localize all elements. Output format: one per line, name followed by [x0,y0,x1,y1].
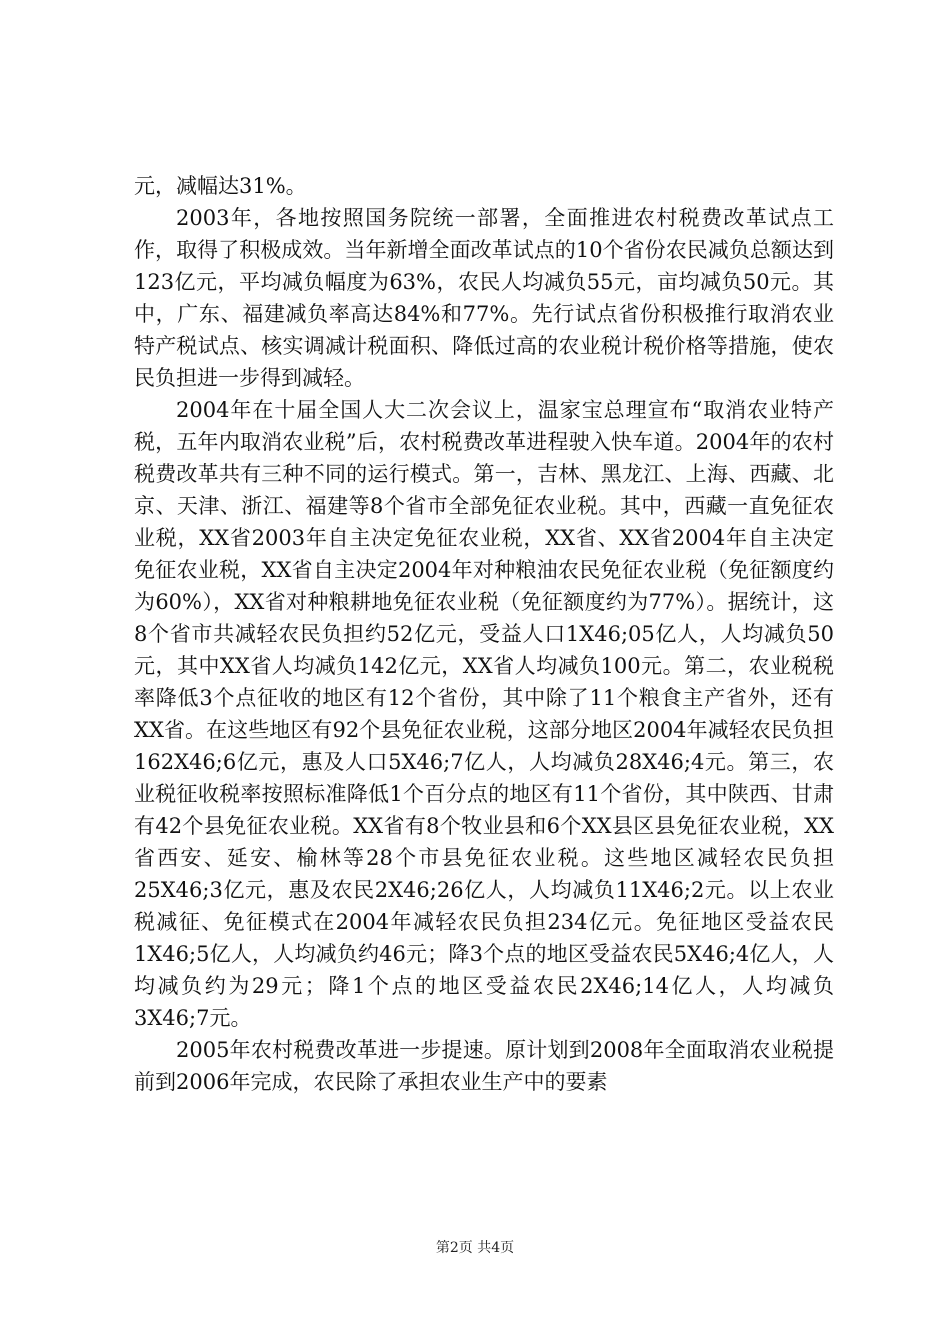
paragraph-continuation: 元，减幅达31%。 [134,174,307,198]
paragraph-2003: 2003年，各地按照国务院统一部署，全面推进农村税费改革试点工作，取得了积极成效。当年新增全面改革试点的10个省份农民减负总额达到123亿元，平均减负幅度为63%，农民人均减负55元，亩均减负50元。其中，广东、福建减负率高达84%和77%。先行试点省份积极推行取消农业特产税试点、核实调减计税面积、降低过高的农业税计税价格等措施，使农民负担进一步得到减轻。 [134,206,834,390]
paragraph-2004: 2004年在十届全国人大二次会议上，温家宝总理宣布“取消农业特产税，五年内取消农业税”后，农村税费改革进程驶入快车道。2004年的农村税费改革共有三种不同的运行模式。第一，吉林、黑龙江、上海、西藏、北京、天津、浙江、福建等8个省市全部免征农业税。其中，西藏一直免征农业税，XX省2003年自主决定免征农业税，XX省、XX省2004年自主决定免征农业税，XX省自主决定2004年对种粮油农民免征农业税（免征额度约为60%），XX省对种粮耕地免征农业税（免征额度约为77%）。据统计，这8个省市共减轻农民负担约52亿元，受益人口1X46;05亿人，人均减负50元，其中XX省人均减负142亿元，XX省人均减负100元。第二，农业税税率降低3个点征收的地区有12个省份，其中除了11个粮食主产省外，还有XX省。在这些地区有92个县免征农业税，这部分地区2004年减轻农民负担162X46;6亿元，惠及人口5X46;7亿人，人均减负28X46;4元。第三，农业税征收税率按照标准降低1个百分点的地区有11个省份，其中陕西、甘肃有42个县免征农业税。XX省有8个牧业县和6个XX县区县免征农业税，XX省西安、延安、榆林等28个市县免征农业税。这些地区减轻农民负担25X46;3亿元，惠及农民2X46;26亿人，人均减负11X46;2元。以上农业税减征、免征模式在2004年减轻农民负担234亿元。免征地区受益农民1X46;5亿人，人均减负约46元；降3个点的地区受益农民5X46;4亿人，人均减负约为29元；降1个点的地区受益农民2X46;14亿人，人均减负3X46;7元。 [134,398,834,1030]
page-number: 第2页 共4页 [435,1240,515,1256]
paragraph-2005: 2005年农村税费改革进一步提速。原计划到2008年全面取消农业税提前到2006年完成，农民除了承担农业生产中的要素 [134,1038,834,1094]
page-footer [0,1238,950,1258]
document-body [134,170,834,1098]
